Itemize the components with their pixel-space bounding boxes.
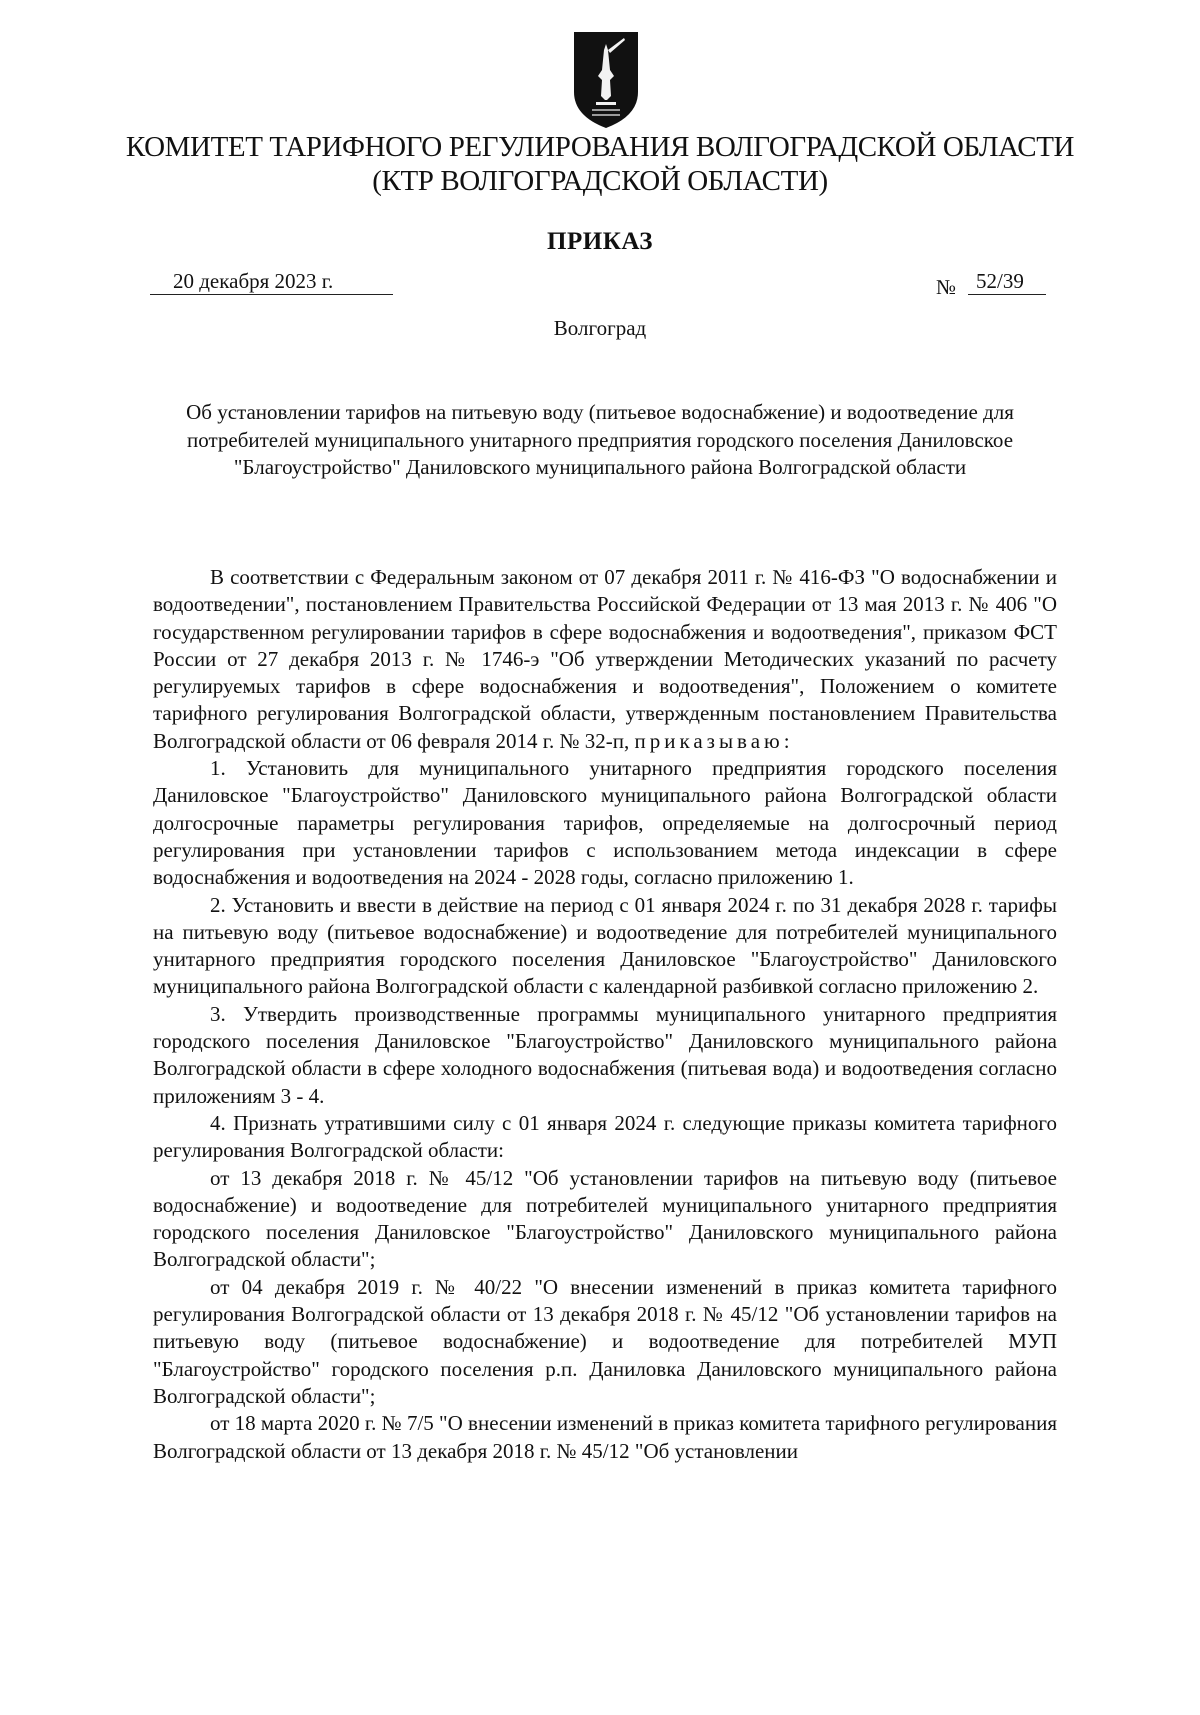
- body-paragraph: от 13 декабря 2018 г. № 45/12 "Об установлении тарифов на питьевую воду (питьевое водоснабжение) и водоотведение для потребителей муниципального унитарного предприятия городского поселения Даниловское "Благоустройство" Даниловского муниципального района Волгоградской области";: [153, 1165, 1057, 1272]
- body-paragraph: от 18 марта 2020 г. № 7/5 "О внесении изменений в приказ комитета тарифного регулирования Волгоградской области от 13 декабря 2018 г. № 45/12 "Об установлении: [153, 1411, 1057, 1463]
- document-title: ПРИКАЗ: [547, 228, 653, 255]
- body-paragraph: 2. Установить и ввести в действие на период с 01 января 2024 г. по 31 декабря 2028 г. тарифы на питьевую воду (питьевое водоснабжение) и водоотведение для потребителей муниципального унитарного предприятия городского поселения Даниловское "Благоустройство" Даниловского муниципального района Волгоградской области с календарной разбивкой согласно приложению 2.: [153, 892, 1057, 999]
- order-body: [153, 564, 1057, 1465]
- directive-word: приказываю:: [634, 728, 794, 753]
- order-number-label: №: [936, 275, 957, 299]
- body-paragraph: 3. Утвердить производственные программы муниципального унитарного предприятия городского поселения Даниловское "Благоустройство" Даниловского муниципального района Волгоградской области в сфере холодного водоснабжения (питьевая вода) и водоотведения согласно приложениям 3 - 4.: [153, 1001, 1057, 1108]
- volgograd-coat-of-arms-icon: [570, 30, 642, 130]
- order-number: 52/39: [968, 268, 1046, 295]
- organization-name: КОМИТЕТ ТАРИФНОГО РЕГУЛИРОВАНИЯ ВОЛГОГРАДСКОЙ ОБЛАСТИ: [125, 131, 1075, 163]
- body-paragraph: 4. Признать утратившими силу с 01 января 2024 г. следующие приказы комитета тарифного регулирования Волгоградской области:: [153, 1110, 1057, 1163]
- order-subject: Об установлении тарифов на питьевую воду (питьевое водоснабжение) и водоотведение для потребителей муниципального унитарного предприятия городского поселения Даниловское "Благоустройство" Даниловского муниципального района Волгоградской области: [186, 400, 1014, 479]
- body-paragraph: 1. Установить для муниципального унитарного предприятия городского поселения Даниловское "Благоустройство" Даниловского муниципального района Волгоградской области долгосрочные параметры регулирования тарифов, определяемые на долгосрочный период регулирования при установлении тарифов с использованием метода индексации в сфере водоснабжения и водоотведения на 2024 - 2028 годы, согласно приложению 1.: [153, 756, 1057, 890]
- order-date: 20 декабря 2023 г.: [150, 268, 393, 295]
- body-paragraph: от 04 декабря 2019 г. № 40/22 "О внесении изменений в приказ комитета тарифного регулирования Волгоградской области от 13 декабря 2018 г. № 45/12 "Об установлении тарифов на питьевую воду (питьевое водоснабжение) и водоотведение для потребителей МУП "Благоустройство" городского поселения р.п. Даниловка Даниловского муниципального района Волгоградской области";: [153, 1274, 1057, 1408]
- preamble-text: В соответствии с Федеральным законом от 07 декабря 2011 г. № 416-ФЗ "О водоснабжении и водоотведении", постановлением Правительства Российской Федерации от 13 мая 2013 г. № 406 "О государственном регулировании тарифов в сфере водоснабжения и водоотведения", приказом ФСТ России от 27 декабря 2013 г. № 1746-э "Об утверждении Методических указаний по расчету регулируемых тарифов в сфере водоснабжения и водоотведения", Положением о комитете тарифного регулирования Волгоградской области, утвержденным постановлением Правительства Волгоградской области от 06 февраля 2014 г. № 32-п,: [153, 565, 1057, 753]
- order-city: Волгоград: [553, 316, 647, 340]
- body-paragraph: [153, 564, 1057, 755]
- organization-abbreviation: (КТР ВОЛГОГРАДСКОЙ ОБЛАСТИ): [372, 165, 828, 197]
